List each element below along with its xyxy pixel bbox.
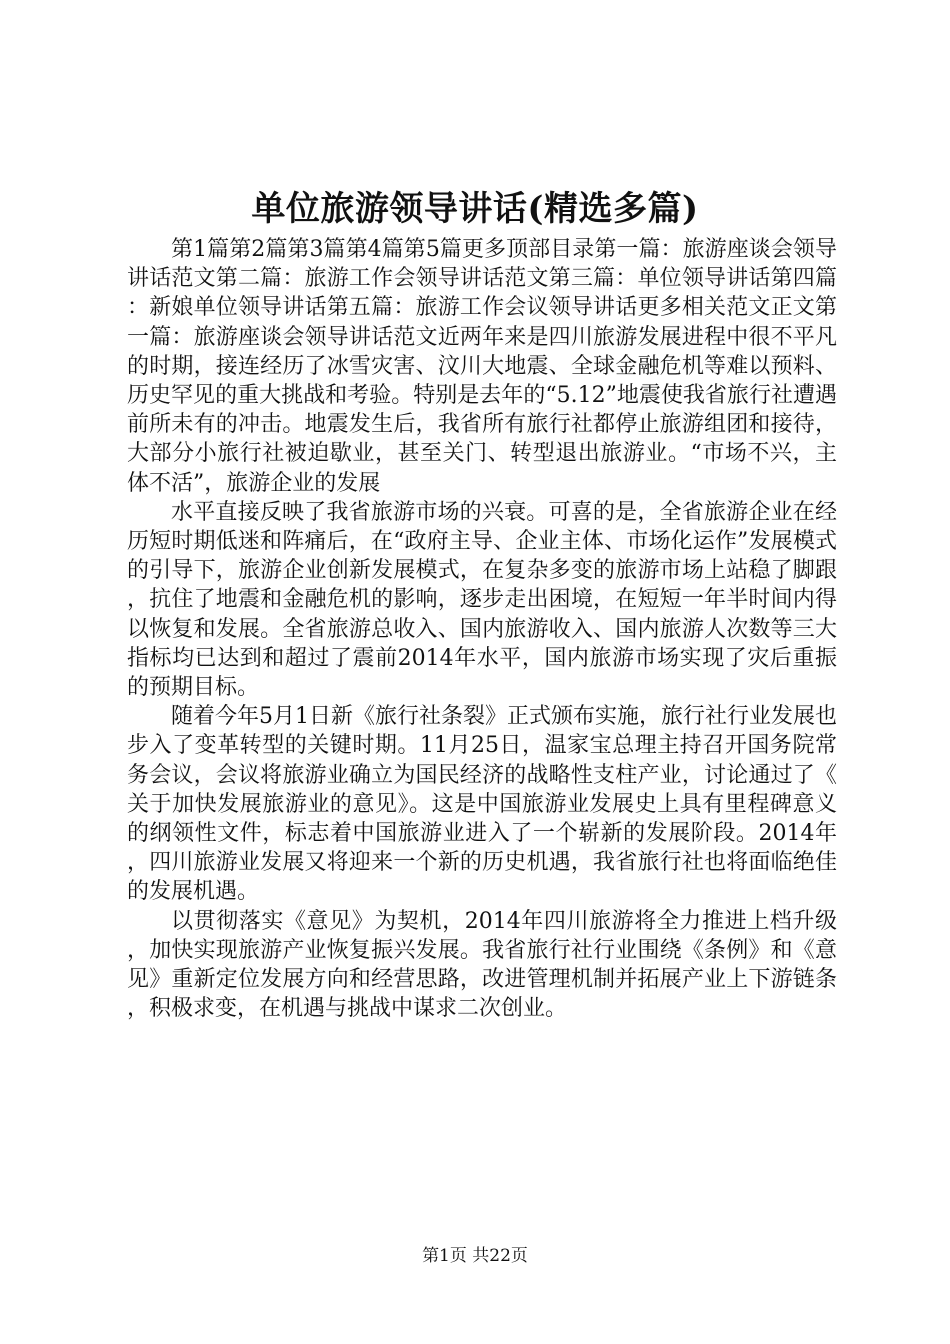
body-paragraph: 第1篇第2篇第3篇第4篇第5篇更多顶部目录第一篇：旅游座谈会领导讲话范文第二篇：旅游工作会领导讲话范文第三篇：单位领导讲话第四篇：新娘单位领导讲话第五篇：旅游工作会议领导讲话更多相关范文正文第一篇：旅游座谈会领导讲话范文近两年来是四川旅游发展进程中很不平凡的时期，接连经历了冰雪灾害、汶川大地震、全球金融危机等难以预料、历史罕见的重大挑战和考验。特别是去年的“5.12”地震使我省旅行社遭遇前所未有的冲击。地震发生后，我省所有旅行社都停止旅游组团和接待，大部分小旅行社被迫歇业，甚至关门、转型退出旅游业。“市场不兴，主体不活”，旅游企业的发展	[127, 237, 837, 496]
body-paragraph: 以贯彻落实《意见》为契机，2014年四川旅游将全力推进上档升级，加快实现旅游产业恢复振兴发展。我省旅行社行业围绕《条例》和《意见》重新定位发展方向和经营思路，改进管理机制并拓展产业上下游链条，积极求变，在机遇与挑战中谋求二次创业。	[127, 908, 837, 1022]
document-body	[127, 235, 837, 1023]
body-paragraph: 随着今年5月1日新《旅行社条裂》正式颁布实施，旅行社行业发展也步入了变革转型的关键时期。11月25日，温家宝总理主持召开国务院常务会议，会议将旅游业确立为国民经济的战略性支柱产业，讨论通过了《关于加快发展旅游业的意见》。这是中国旅游业发展史上具有里程碑意义的纲领性文件，标志着中国旅游业进入了一个崭新的发展阶段。2014年，四川旅游业发展又将迎来一个新的历史机遇，我省旅行社也将面临绝佳的发展机遇。	[127, 704, 837, 905]
page-number-footer: 第1页 共22页	[422, 1246, 528, 1266]
document-title: 单位旅游领导讲话(精选多篇)	[251, 189, 699, 229]
body-paragraph: 水平直接反映了我省旅游市场的兴衰。可喜的是，全省旅游企业在经历短时期低迷和阵痛后，在“政府主导、企业主体、市场化运作”发展模式的引导下，旅游企业创新发展模式，在复杂多变的旅游市场上站稳了脚跟，抗住了地震和金融危机的影响，逐步走出困境，在短短一年半时间内得以恢复和发展。全省旅游总收入、国内旅游收入、国内旅游人次数等三大指标均已达到和超过了震前2014年水平，国内旅游市场实现了灾后重振的预期目标。	[127, 499, 837, 701]
